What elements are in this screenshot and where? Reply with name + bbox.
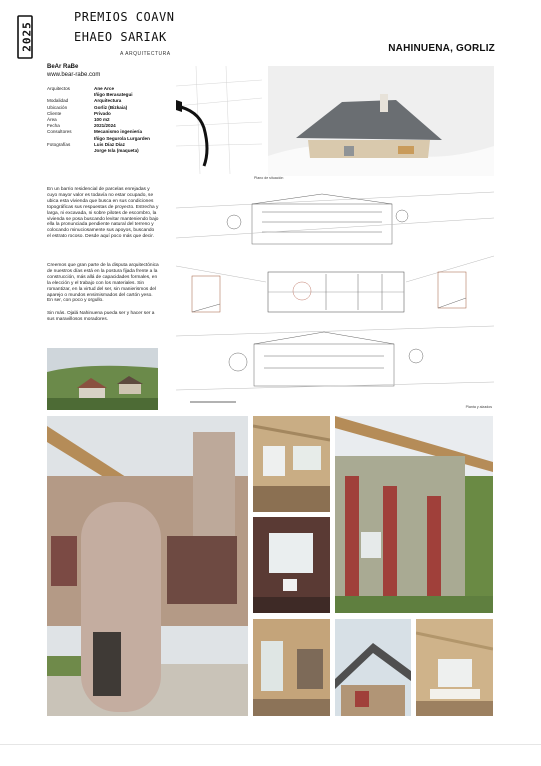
studio-name: BeAr RaBe xyxy=(47,64,79,70)
credit-row: Iñigo Segurola Lurgarden xyxy=(94,135,150,141)
credit-row: Modalidad Arquitectura xyxy=(47,98,122,104)
description-paragraph-3: Sin más. Ojalá Nahinuena pueda ser y hacer ser a sus maravillosos moradores. xyxy=(47,311,155,322)
credit-row: Iñigo Berasategui xyxy=(94,92,133,98)
brand-line-1: PREMIOS COAVN xyxy=(74,10,175,24)
interior-photo-living xyxy=(253,619,330,716)
awards-brand xyxy=(74,10,174,44)
exterior-photo-facade xyxy=(335,416,493,613)
studio-website[interactable]: www.bear-rabe.com xyxy=(47,72,101,78)
year-logo xyxy=(12,14,42,60)
credit-row: Arquitectos Ane Arce xyxy=(47,86,114,91)
credit-row: Jorge Isla (maqueta) xyxy=(94,148,139,154)
year-text: 2025 xyxy=(20,21,34,52)
roof-detail-photo xyxy=(335,619,411,716)
description-paragraph-2: Creemos que gran parte de la disputa arquitectónica de nuestros días está en la postura fijada frente a la construcción, más allá de capacidades formales, en la elección y el trabajo con los materiales. Sin romantizar, en la virtud del ser, sin manierismos del aparejo o mundos ensimismados del cartón yeso. En ser, con poco y orgullo. xyxy=(47,263,159,304)
model-photo xyxy=(268,66,494,176)
brand-line-2: EHAEO SARIAK xyxy=(74,30,167,44)
brand-subtitle: A ARQUITECTURA xyxy=(120,51,171,57)
site-plan-caption: Plano de situación xyxy=(254,176,284,180)
interior-photo-bathroom xyxy=(253,517,330,613)
credit-row: Fecha 2021/2024 xyxy=(47,123,116,129)
site-plan-drawing xyxy=(176,66,262,174)
credits-table xyxy=(47,86,150,154)
credit-row: Ubicación Gorliz (Bizkaia) xyxy=(47,104,128,110)
credit-row: Consultores Mecanismo ingeniería xyxy=(47,129,142,135)
project-title: NAHINUENA, GORLIZ xyxy=(388,43,495,54)
plans-and-elevations xyxy=(176,186,494,412)
credit-row: Fotografías Luis Díaz Díaz xyxy=(47,141,125,147)
footer-divider xyxy=(0,744,541,745)
interior-photo-bedroom xyxy=(416,619,493,716)
credit-row: Área 100 m2 xyxy=(47,117,110,123)
exterior-photo-main xyxy=(47,416,248,716)
interior-photo-kitchen xyxy=(253,416,330,512)
description-paragraph-1: En un barrio residencial de parcelas enrejadas y cuyo mayor valor es todavía no estar ocupado, se ubica esta vivienda que busca en sus condiciones topográficas sus respuestas de proyecto. Estrecha y larga, ni excavada, ni sobre pilotes de escombro, la vivienda se posa buscando levitar manteniendo bajo ella la pronunciada pendiente natural del terreno y colocando minuciosamente sus apoyos, buscando el estrato rocoso. Desde aquí poco más que decir. xyxy=(47,187,159,240)
plans-caption: Planta y alzados xyxy=(465,405,492,409)
credit-row: Cliente Privado xyxy=(47,110,111,116)
neighbourhood-photo xyxy=(47,348,158,410)
